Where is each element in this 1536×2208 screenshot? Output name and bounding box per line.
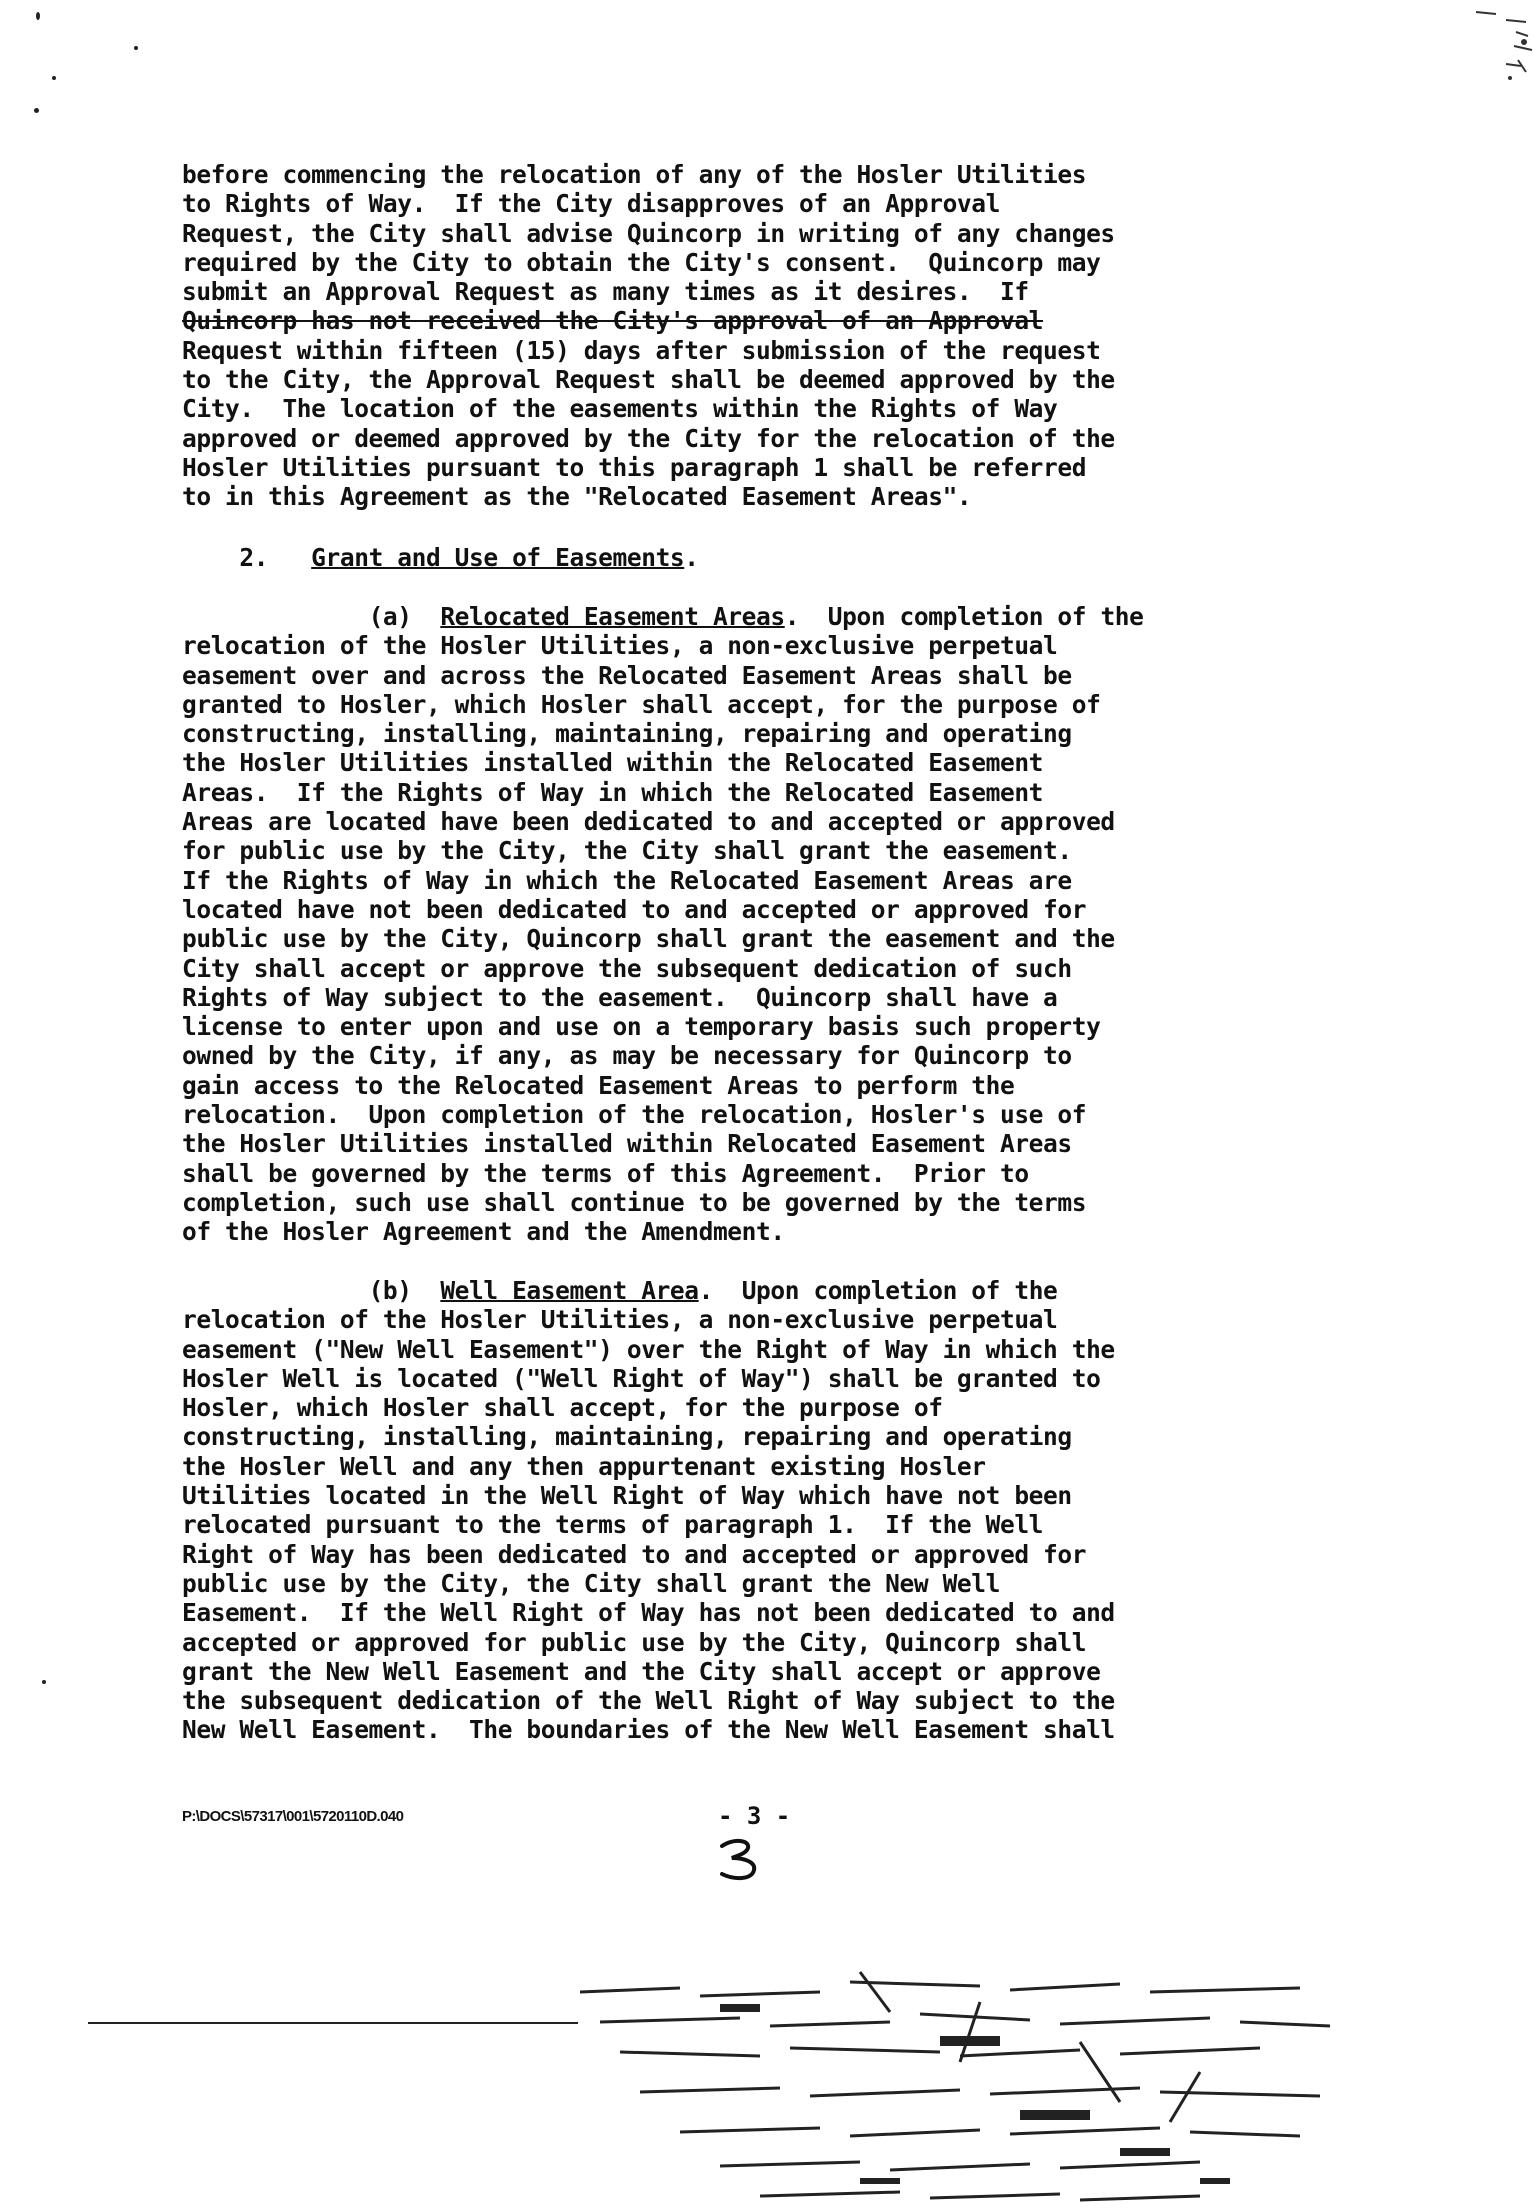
- text-line: relocation of the Hosler Utilities, a non-exclusive perpetual: [182, 631, 1058, 661]
- handwritten-page-number: [716, 1838, 762, 1882]
- text-line: shall be governed by the terms of this Agreement. Prior to: [182, 1158, 1029, 1188]
- subparagraph-label: (b): [368, 1276, 412, 1305]
- scan-noise-area: [560, 1952, 1360, 2208]
- scan-speck: [52, 76, 56, 80]
- text-line: . Upon completion of the: [698, 1276, 1058, 1305]
- scan-speck: [34, 108, 39, 113]
- text-line: grant the New Well Easement and the City shall accept or approve: [182, 1656, 1101, 1686]
- text-line: New Well Easement. The boundaries of the New Well Easement shall: [182, 1715, 1115, 1745]
- text-line: granted to Hosler, which Hosler shall accept, for the purpose of: [182, 689, 1101, 719]
- text-line: the Hosler Utilities installed within Relocated Easement Areas: [182, 1129, 1072, 1159]
- text-line: license to enter upon and use on a temporary basis such property: [182, 1012, 1101, 1042]
- section-heading: 2. Grant and Use of Easements.: [239, 543, 699, 572]
- text-line: required by the City to obtain the City's consent. Quincorp may: [182, 247, 1101, 277]
- text-line: public use by the City, the City shall grant the New Well: [182, 1568, 1000, 1598]
- text-line: before commencing the relocation of any of the Hosler Utilities: [182, 160, 1087, 189]
- text-line: the Hosler Well and any then appurtenant existing Hosler: [182, 1451, 986, 1481]
- horizontal-rule: [88, 2022, 578, 2024]
- text-line: the subsequent dedication of the Well Right of Way subject to the: [182, 1686, 1115, 1716]
- section-number: 2.: [239, 543, 269, 572]
- text-line: Easement. If the Well Right of Way has not been dedicated to and: [182, 1598, 1115, 1628]
- text-line: easement over and across the Relocated Easement Areas shall be: [182, 660, 1072, 690]
- text-line: located have not been dedicated to and accepted or approved for: [182, 894, 1087, 924]
- text-line: Request within fifteen (15) days after submission of the request: [182, 335, 1101, 365]
- text-line: Hosler Utilities pursuant to this paragraph 1 shall be referred: [182, 452, 1087, 482]
- text-line: submit an Approval Request as many times as it desires. If: [182, 277, 1029, 307]
- subparagraph-heading: Relocated Easement Areas: [440, 602, 785, 631]
- text-line: to the City, the Approval Request shall be deemed approved by the: [182, 365, 1115, 395]
- text-line: easement ("New Well Easement") over the Right of Way in which the: [182, 1334, 1115, 1364]
- text-line: of the Hosler Agreement and the Amendment.: [182, 1217, 785, 1247]
- text-line: Right of Way has been dedicated to and accepted or approved for: [182, 1539, 1087, 1569]
- scan-speck: [42, 1680, 46, 1684]
- paragraph-b: [182, 1276, 1362, 1745]
- text-line: Rights of Way subject to the easement. Quincorp shall have a: [182, 982, 1058, 1012]
- subparagraph-heading: Well Easement Area: [440, 1276, 699, 1305]
- section-title: Grant and Use of Easements: [311, 543, 685, 572]
- scan-artifact-corner: [1466, 2, 1536, 92]
- text-line: constructing, installing, maintaining, repairing and operating: [182, 719, 1072, 749]
- footer-file-path: P:\DOCS\57317\001\5720110D.040: [182, 1808, 404, 1825]
- subparagraph-label: (a): [368, 602, 412, 631]
- text-line: Hosler, which Hosler shall accept, for the purpose of: [182, 1393, 943, 1423]
- text-line: to in this Agreement as the "Relocated Easement Areas".: [182, 482, 972, 512]
- text-line: to Rights of Way. If the City disapproves of an Approval: [182, 189, 1000, 219]
- text-line: gain access to the Relocated Easement Areas to perform the: [182, 1070, 1015, 1100]
- text-line: City shall accept or approve the subsequent dedication of such: [182, 953, 1072, 983]
- text-line: City. The location of the easements within the Rights of Way: [182, 394, 1058, 424]
- text-line: Areas are located have been dedicated to and accepted or approved: [182, 807, 1115, 837]
- text-line: the Hosler Utilities installed within the Relocated Easement: [182, 748, 1044, 778]
- text-line: accepted or approved for public use by the City, Quincorp shall: [182, 1627, 1087, 1657]
- footer-page-number: - 3 -: [718, 1802, 791, 1830]
- scan-speck: [134, 46, 138, 50]
- text-line: owned by the City, if any, as may be necessary for Quincorp to: [182, 1041, 1072, 1071]
- text-line: Utilities located in the Well Right of Way which have not been: [182, 1481, 1072, 1511]
- paragraph-continuation: [182, 160, 1362, 512]
- text-line: relocation. Upon completion of the relocation, Hosler's use of: [182, 1100, 1087, 1130]
- text-line: constructing, installing, maintaining, repairing and operating: [182, 1422, 1072, 1452]
- text-line: relocated pursuant to the terms of paragraph 1. If the Well: [182, 1510, 1044, 1540]
- paragraph-a: [182, 602, 1362, 1247]
- struck-text-line: Quincorp has not received the City's approval of an Approval: [182, 306, 1044, 336]
- text-line: for public use by the City, the City shall grant the easement.: [182, 836, 1072, 866]
- text-line: Request, the City shall advise Quincorp in writing of any changes: [182, 218, 1115, 248]
- text-line: Areas. If the Rights of Way in which the Relocated Easement: [182, 777, 1044, 807]
- text-line: public use by the City, Quincorp shall grant the easement and the: [182, 924, 1115, 954]
- text-line: . Upon completion of the: [784, 602, 1144, 631]
- text-line: Hosler Well is located ("Well Right of Way") shall be granted to: [182, 1363, 1101, 1393]
- text-line: approved or deemed approved by the City for the relocation of the: [182, 423, 1115, 453]
- text-line: completion, such use shall continue to be governed by the terms: [182, 1187, 1087, 1217]
- scan-speck: [36, 12, 40, 20]
- text-line: If the Rights of Way in which the Relocated Easement Areas are: [182, 865, 1072, 895]
- text-line: relocation of the Hosler Utilities, a non-exclusive perpetual: [182, 1305, 1058, 1335]
